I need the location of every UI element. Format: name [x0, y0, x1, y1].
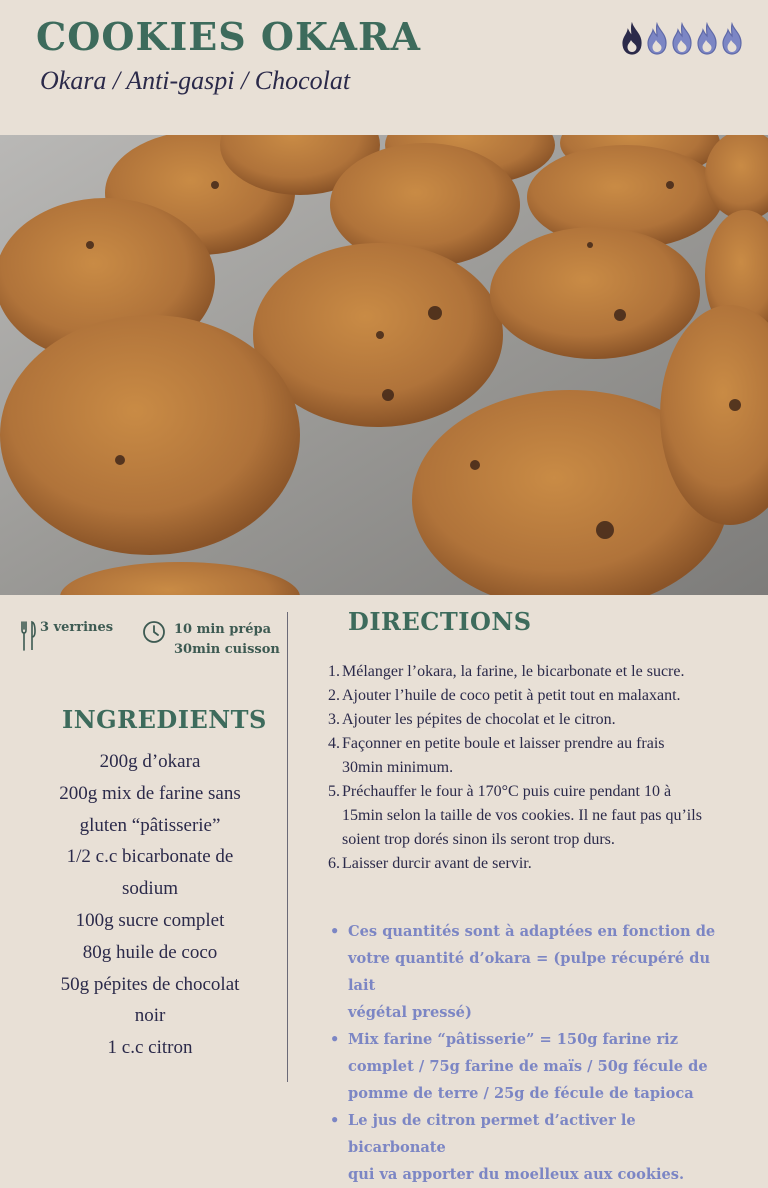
notes-list	[330, 918, 730, 1188]
direction-step	[324, 708, 744, 732]
step-line: Préchauffer le four à 170°C puis cuire pendant 10 à	[342, 783, 672, 800]
note-line: Mix farine “pâtisserie” = 150g farine riz	[348, 1031, 678, 1048]
step-number: 4.	[328, 735, 340, 752]
ingredient-line: 200g d’okara	[99, 751, 201, 772]
note-item	[330, 1107, 730, 1188]
note-item	[330, 918, 730, 1026]
ingredient-line: 100g sucre complet	[75, 909, 225, 931]
note-text	[348, 918, 730, 1026]
direction-step	[324, 660, 744, 684]
step-number: 3.	[328, 711, 340, 728]
ingredient-line: noir	[134, 1005, 166, 1027]
direction-step	[324, 732, 744, 780]
step-number: 5.	[328, 783, 340, 800]
direction-step	[324, 684, 744, 708]
clock-icon	[142, 620, 166, 648]
step-number: 1.	[328, 663, 340, 680]
bullet-icon: •	[330, 923, 340, 940]
direction-step	[324, 852, 744, 876]
directions-title: DIRECTIONS	[348, 607, 532, 636]
ingredient-line: 50g pépites de chocolat	[60, 973, 240, 995]
step-text	[342, 852, 532, 876]
step-line: 15min selon la taille de vos cookies. Il ne faut pas qu’ils	[342, 807, 702, 824]
direction-step	[324, 780, 744, 852]
flame-icon	[695, 22, 719, 60]
step-line: Mélanger l’okara, la farine, le bicarbonate et le sucre.	[342, 663, 685, 680]
step-line: Laisser durcir avant de servir.	[342, 855, 532, 872]
step-line: Ajouter l’huile de coco petit à petit tout en malaxant.	[342, 687, 681, 704]
flame-icon	[670, 22, 694, 60]
directions-list	[324, 660, 744, 876]
flame-icon	[620, 22, 644, 60]
ingredient-line: 1/2 c.c bicarbonate de	[66, 846, 234, 868]
step-text	[342, 684, 681, 708]
step-text	[342, 660, 684, 684]
difficulty-rating	[620, 22, 744, 60]
ingredient-line: sodium	[122, 878, 178, 900]
ingredient-line: 80g huile de coco	[82, 941, 218, 963]
servings-info	[20, 620, 113, 656]
prep-time: 10 min prépa	[174, 622, 272, 637]
note-item	[330, 1026, 730, 1107]
note-text	[348, 1026, 708, 1107]
recipe-subtitle: Okara / Anti-gaspi / Chocolat	[40, 66, 351, 95]
note-line: Le jus de citron permet d’activer le bicarbonate	[348, 1112, 636, 1156]
note-line: qui va apporter du moelleux aux cookies.	[348, 1166, 685, 1183]
ingredients-list	[30, 746, 270, 1064]
bullet-icon: •	[330, 1031, 340, 1048]
fork-knife-icon	[20, 620, 36, 656]
note-line: votre quantité d’okara = (pulpe récupéré du lait	[348, 950, 711, 994]
note-line: complet / 75g farine de maïs / 50g fécule de	[348, 1058, 708, 1075]
ingredient-line: gluten “pâtisserie”	[79, 814, 221, 836]
step-text	[342, 708, 616, 732]
servings-text: 3 verrines	[40, 620, 114, 635]
time-info	[142, 620, 280, 660]
note-line: pomme de terre / 25g de fécule de tapioca	[348, 1085, 694, 1102]
note-line: Ces quantités sont à adaptées en fonction de	[348, 923, 716, 940]
step-line: Façonner en petite boule et laisser prendre au frais	[342, 735, 665, 752]
note-line: végétal pressé)	[348, 1004, 472, 1021]
flame-icon	[645, 22, 669, 60]
note-text	[348, 1107, 730, 1188]
step-text	[342, 780, 702, 852]
step-number: 6.	[328, 855, 340, 872]
ingredient-line: 1 c.c citron	[107, 1037, 193, 1059]
ingredients-title: INGREDIENTS	[62, 705, 267, 734]
cook-time: 30min cuisson	[174, 642, 280, 657]
step-line: 30min minimum.	[342, 759, 454, 776]
step-line: Ajouter les pépites de chocolat et le citron.	[342, 711, 616, 728]
step-line: soient trop dorés sinon ils seront trop durs.	[342, 831, 615, 848]
step-number: 2.	[328, 687, 340, 704]
cookies-photo	[0, 135, 768, 595]
column-divider	[287, 612, 288, 1082]
step-text	[342, 732, 665, 780]
bullet-icon: •	[330, 1112, 340, 1129]
flame-icon	[720, 22, 744, 60]
ingredient-line: 200g mix de farine sans	[59, 782, 241, 804]
recipe-title: COOKIES OKARA	[36, 14, 422, 59]
